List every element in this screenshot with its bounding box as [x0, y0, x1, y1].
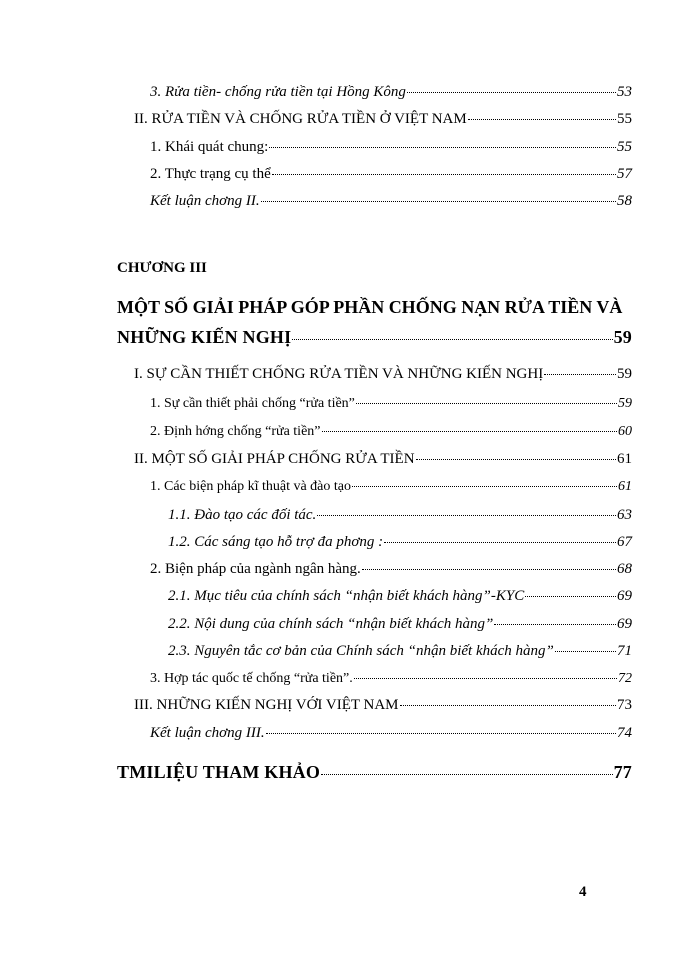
toc-entry-page: 59 — [613, 327, 632, 347]
toc-entry-text: 1.1. Đào tạo các đối tác. — [168, 507, 317, 523]
toc-entry-text: 2. Định hớng chống “rửa tiền” — [150, 424, 321, 439]
toc-entry-text: 2. Biện pháp của ngành ngân hàng. — [150, 561, 361, 577]
toc-entry[interactable] — [150, 424, 632, 440]
toc-entry-page: 55 — [617, 139, 632, 155]
toc-entry[interactable] — [134, 111, 632, 128]
toc-entry[interactable] — [150, 193, 632, 210]
toc-entry-page: 69 — [617, 616, 632, 632]
dot-leader — [292, 339, 612, 340]
toc-entry-text: III. NHỮNG KIẾN NGHỊ VỚI VIỆT NAM — [134, 697, 399, 713]
toc-entry-text: Kết luận chơng III. — [150, 725, 265, 741]
toc-entry-text: 1.2. Các sáng tạo hỗ trợ đa phơng : — [168, 534, 384, 550]
toc-entry-page: 63 — [617, 507, 632, 523]
chapter-title: MỘT SỐ GIẢI PHÁP GÓP PHẦN CHỐNG NẠN RỬA TIỀN VÀ — [117, 297, 623, 317]
toc-entry[interactable] — [168, 588, 632, 605]
toc-entry-page: 68 — [617, 561, 632, 577]
toc-entry-text: 1. Khái quát chung: — [150, 139, 269, 155]
toc-entry-text: 1. Các biện pháp kĩ thuật và đào tạo — [150, 479, 351, 494]
page-number: 4 — [579, 884, 587, 900]
dot-leader — [322, 431, 617, 432]
toc-entry-text: 2.1. Mục tiêu của chính sách “nhận biết khách hàng”-KYC — [168, 588, 525, 604]
toc-entry-page: 74 — [617, 725, 632, 741]
toc-entry-text: 2.3. Nguyên tắc cơ bản của Chính sách “nhận biết khách hàng” — [168, 643, 554, 659]
dot-leader — [407, 92, 616, 93]
toc-entry-page: 77 — [613, 762, 632, 782]
toc-entry-text: II. MỘT SỐ GIẢI PHÁP CHỐNG RỬA TIỀN — [134, 451, 415, 467]
toc-entry-page: 59 — [618, 396, 632, 411]
dot-leader — [555, 651, 616, 652]
dot-leader — [494, 624, 616, 625]
dot-leader — [266, 733, 616, 734]
toc-entry-page: 55 — [617, 111, 632, 127]
toc-entry[interactable] — [134, 451, 632, 468]
toc-entry[interactable] — [168, 616, 632, 633]
toc-entry[interactable] — [150, 479, 632, 495]
dot-leader — [362, 569, 616, 570]
toc-entry-page: 71 — [617, 643, 632, 659]
toc-entry-text: 2.2. Nội dung của chính sách “nhận biết khách hàng” — [168, 616, 494, 632]
toc-entry[interactable] — [168, 643, 632, 660]
dot-leader — [400, 705, 616, 706]
toc-entry[interactable] — [134, 366, 632, 383]
toc-entry[interactable] — [150, 725, 632, 742]
dot-leader — [354, 678, 617, 679]
dot-leader — [416, 459, 616, 460]
toc-entry-page: 73 — [617, 697, 632, 713]
toc-entry[interactable] — [134, 697, 632, 714]
toc-entry-text: Kết luận chơng II. — [150, 193, 260, 209]
toc-entry-text: I. SỰ CẦN THIẾT CHỐNG RỬA TIỀN VÀ NHỮNG KIẾN NGHỊ — [134, 366, 544, 382]
toc-entry[interactable] — [168, 534, 632, 551]
toc-entry-page: 60 — [618, 424, 632, 439]
dot-leader — [261, 201, 616, 202]
toc-entry-text: II. RỬA TIỀN VÀ CHỐNG RỬA TIỀN Ở VIỆT NAM — [134, 111, 467, 127]
toc-entry[interactable] — [150, 166, 632, 183]
toc-entry-page: 57 — [617, 166, 632, 182]
dot-leader — [352, 486, 617, 487]
toc-entry[interactable] — [117, 762, 632, 783]
toc-entry-page: 61 — [617, 451, 632, 467]
chapter-label: CHƯƠNG III — [117, 260, 207, 276]
toc-entry-text: 2. Thực trạng cụ thể — [150, 166, 271, 182]
toc-entry-page: 58 — [617, 193, 632, 209]
toc-entry-text: 3. Hợp tác quốc tế chống “rửa tiền”. — [150, 671, 353, 686]
dot-leader — [384, 542, 616, 543]
toc-entry-page: 69 — [617, 588, 632, 604]
toc-entry[interactable] — [150, 671, 632, 687]
dot-leader — [525, 596, 616, 597]
dot-leader — [269, 147, 616, 148]
toc-entry-page: 53 — [617, 84, 632, 100]
toc-entry-page: 61 — [618, 479, 632, 494]
dot-leader — [468, 119, 616, 120]
toc-entry[interactable] — [117, 327, 632, 348]
toc-entry[interactable] — [150, 139, 632, 156]
dot-leader — [317, 515, 616, 516]
toc-entry[interactable] — [150, 396, 632, 412]
toc-entry-text: 1. Sự cần thiết phải chống “rửa tiền” — [150, 396, 355, 411]
dot-leader — [544, 374, 616, 375]
dot-leader — [356, 403, 617, 404]
dot-leader — [272, 174, 616, 175]
toc-entry[interactable] — [150, 561, 632, 578]
toc-entry-page: 72 — [618, 671, 632, 686]
toc-entry[interactable] — [168, 507, 632, 524]
dot-leader — [321, 774, 613, 775]
toc-entry-text: 3. Rửa tiền- chống rửa tiền tại Hồng Kông — [150, 84, 406, 100]
toc-entry[interactable] — [150, 84, 632, 101]
toc-entry-page: 59 — [617, 366, 632, 382]
toc-entry-text: TMILIỆU THAM KHẢO — [117, 762, 321, 782]
toc-entry-text: NHỮNG KIẾN NGHỊ — [117, 327, 292, 347]
toc-entry-page: 67 — [617, 534, 632, 550]
